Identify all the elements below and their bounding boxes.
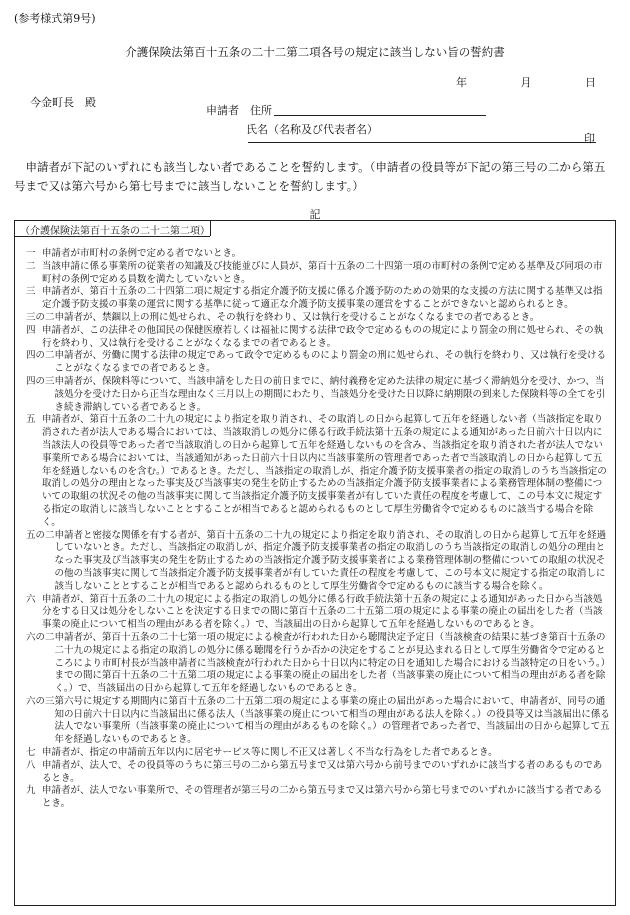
provision-text: 第六号に規定する期間内に第百十五条の二十五第二項の規定による事業の廃止の届出があった場合において、申請者が、同号の通知の日前六十日以内に当該届出に係る法人（当該事業の廃止について相当の理由がある法人を除く。）の役員等又は当該届出に係る法人でない事業所（当該事業の廃止について相当の理由があるものを除く。）の管理者であった者で、当該届出の日から起算して五年を経過しないものであるとき。 <box>54 695 610 746</box>
provision-number: 四の二 <box>26 350 55 362</box>
ki-heading: 記 <box>309 208 321 221</box>
addressee: 今金町長 殿 <box>30 96 96 109</box>
date-year-label: 年 <box>456 76 467 89</box>
provision-number: 九 <box>26 785 36 797</box>
provision-number: 七 <box>26 747 36 759</box>
provisions-list <box>26 248 610 811</box>
date-fields <box>430 74 596 90</box>
provision-text: 申請者が、この法律その他国民の保健医療若しくは福祉に関する法律で政令で定めるものの規定により罰金の刑に処せられ、その執行を終わり、又は執行を受けることがなくなるまでの者であるとき。 <box>42 324 604 349</box>
applicant-address-label: 申請者 住所 <box>206 104 272 117</box>
provision-item <box>26 530 610 594</box>
provision-number: 三 <box>26 286 36 298</box>
pledge-statement: 申請者が下記のいずれにも該当しない者であることを誓約します。（申請者の役員等が下記の第三号の二から第五号まで又は第六号から第七号までに該当しないことを誓約します。） <box>14 160 606 193</box>
provision-number: 四 <box>26 324 36 336</box>
provision-text: 申請者が、第百十五条の二十九の規定による指定の取消しの処分に係る行政手続法第十五条の規定による通知があった日から当該処分をする日又は処分をしないことを決定する日までの間に第百十五条の二十五第二項の規定による事業の廃止の届出をした者（当該事業の廃止について相当の理由がある者を除く。）で、当該届出の日から起算して五年を経過しないものであるとき。 <box>42 593 603 631</box>
provision-number: 四の三 <box>26 375 55 387</box>
provision-item <box>26 312 610 325</box>
provision-text: 申請者が、法人で、その役員等のうちに第三号の二から第五号まで又は第六号から前号までのいずれかに該当する者のあるものであるとき。 <box>42 759 603 784</box>
provision-number: 六の二 <box>26 631 55 643</box>
provision-number: 五の二 <box>26 529 55 541</box>
provision-item <box>26 696 610 747</box>
provision-number: 八 <box>26 759 36 771</box>
heading-underline <box>14 236 210 237</box>
provision-item <box>26 760 610 786</box>
provision-text: 申請者が、禁錮以上の刑に処せられ、その執行を終わり、又は執行を受けることがなくなるまでの者であるとき。 <box>54 311 540 323</box>
address-fill-line <box>274 115 486 116</box>
provision-item <box>26 785 610 811</box>
provision-item <box>26 325 610 351</box>
provision-number: 六の三 <box>26 695 55 707</box>
provision-item <box>26 376 610 414</box>
form-number: (参考様式第9号) <box>14 12 96 25</box>
provision-item <box>26 594 610 632</box>
provision-item <box>26 261 610 287</box>
date-day-label: 日 <box>585 76 596 89</box>
provision-text: 申請者が、労働に関する法律の規定であって政令で定めるものにより罰金の刑に処せられ、その執行を終わり、又は執行を受けることがなくなるまでの者であるとき。 <box>54 350 606 375</box>
provision-item <box>26 286 610 312</box>
provision-text: 申請者が、保険料等について、当該申請をした日の前日までに、納付義務を定めた法律の規定に基づく滞納処分を受け、かつ、当該処分を受けた日から正当な理由なく三月以上の期間にわたり、当該処分を受けた日以降に納期限の到来した保険料等の全てを引き続き滞納している者であるとき。 <box>54 375 606 413</box>
provision-item <box>26 350 610 376</box>
provision-item <box>26 747 610 760</box>
provision-text: 申請者が市町村の条例で定める者でないとき。 <box>42 248 242 259</box>
provisions-heading: （介護保険法第百十五条の二十二第二項） <box>20 226 210 237</box>
provision-text: 申請者が、法人でない事業所で、その管理者が第三号の二から第五号まで又は第六号から第七号までのいずれかに該当する者であるとき。 <box>42 785 603 810</box>
provision-text: 申請者が、第百十五条の二十四第二項に規定する指定介護予防支援に係る介護予防のための効果的な支援の方法に関する基準又は指定介護予防支援の事業の運営に関する基準に従って適正な介護予防支援事業の運営をすることができないと認められるとき。 <box>42 286 603 311</box>
provision-number: 一 <box>26 248 36 259</box>
provision-text: 申請者と密接な関係を有する者が、第百十五条の二十九の規定により指定を取り消され、その取消しの日から起算して五年を経過していないとき。ただし、当該指定の取消しが、指定介護予防支援事業者の指定の取消しのうち当該指定の取消しの処分の理由となった事実及び当該事実の発生を防止するための当該指定介護予防支援事業者による業務管理体制の整備についての取組の状況その他の当該事実に関して当該指定介護予防支援事業者が有していた責任の程度を考慮して、この号本文に規定する指定の取消しに該当しないこととすることが相当であると認められるものとして厚生労働省令で定めるものに該当する場合を除く。 <box>54 529 607 592</box>
provision-text: 申請者が、指定の申請前五年以内に居宅サービス等に関し不正又は著しく不当な行為をした者であるとき。 <box>42 747 498 759</box>
provision-text: 申請者が、第百十五条の二十七第一項の規定による検査が行われた日から聴聞決定予定日（当該検査の結果に基づき第百十五条の二十九の規定による指定の取消しの処分に係る聴聞を行うか否かの決定をすることが見込まれる日として厚生労働省令で定めるところにより市町村長が当該申請者に当該検査が行われた日から十日以内に特定の日を通知した場合における当該特定の日をいう。）までの間に第百十五条の二十五第二項の規定による事業の廃止の届出をした者（当該事業の廃止について相当の理由がある者を除く。）で、当該届出の日から起算して五年を経過しないものであるとき。 <box>54 631 606 695</box>
provision-text: 申請者が、第百十五条の二十九の規定により指定を取り消され、その取消しの日から起算して五年を経過しない者（当該指定を取り消された者が法人である場合においては、当該取消しの処分に係る行政手続法第十五条の規定による通知があった日前六十日以内に当該法人の役員等であった者で当該取消しの日から起算して五年を経過しないものを含み、当該指定を取り消された者が法人でない事業所である場合においては、当該通知があった日前六十日以内に当該事業所の管理者であった者で当該取消しの日から起算して五年を経過しないものを含む。）であるとき。ただし、当該指定の取消しが、指定介護予防支援事業者の指定の取消しのうち当該指定の取消しの処分の理由となった事実及び当該事実の発生を防止するための当該指定介護予防支援事業者による業務管理体制の整備についての取組の状況その他の当該事実に関して当該指定介護予防支援事業者が有していた責任の程度を考慮して、この号本文に規定する指定の取消しに該当しないこととすることが相当であると認められるものとして厚生労働省令で定めるものに該当する場合を除く。 <box>42 414 607 528</box>
provision-text: 当該申請に係る事業所の従業者の知識及び技能並びに人員が、第百十五条の二十四第一項の市町村の条例で定める基準及び同項の市町村の条例で定める員数を満たしていないとき。 <box>42 260 603 285</box>
provision-number: 二 <box>26 260 36 272</box>
name-fill-line <box>248 142 596 143</box>
heading-divider <box>210 220 211 236</box>
provision-item <box>26 414 610 529</box>
provision-item <box>26 632 610 696</box>
provision-number: 六 <box>26 593 36 605</box>
applicant-name-label: 氏名（名称及び代表者名） <box>246 123 378 136</box>
document-title: 介護保険法第百十五条の二十二第二項各号の規定に該当しない旨の誓約書 <box>125 45 505 59</box>
date-month-label: 月 <box>520 76 532 89</box>
provision-item <box>26 248 610 261</box>
provision-number: 三の二 <box>26 311 55 323</box>
seal-mark: 印 <box>584 132 595 145</box>
provision-number: 五 <box>26 414 36 426</box>
